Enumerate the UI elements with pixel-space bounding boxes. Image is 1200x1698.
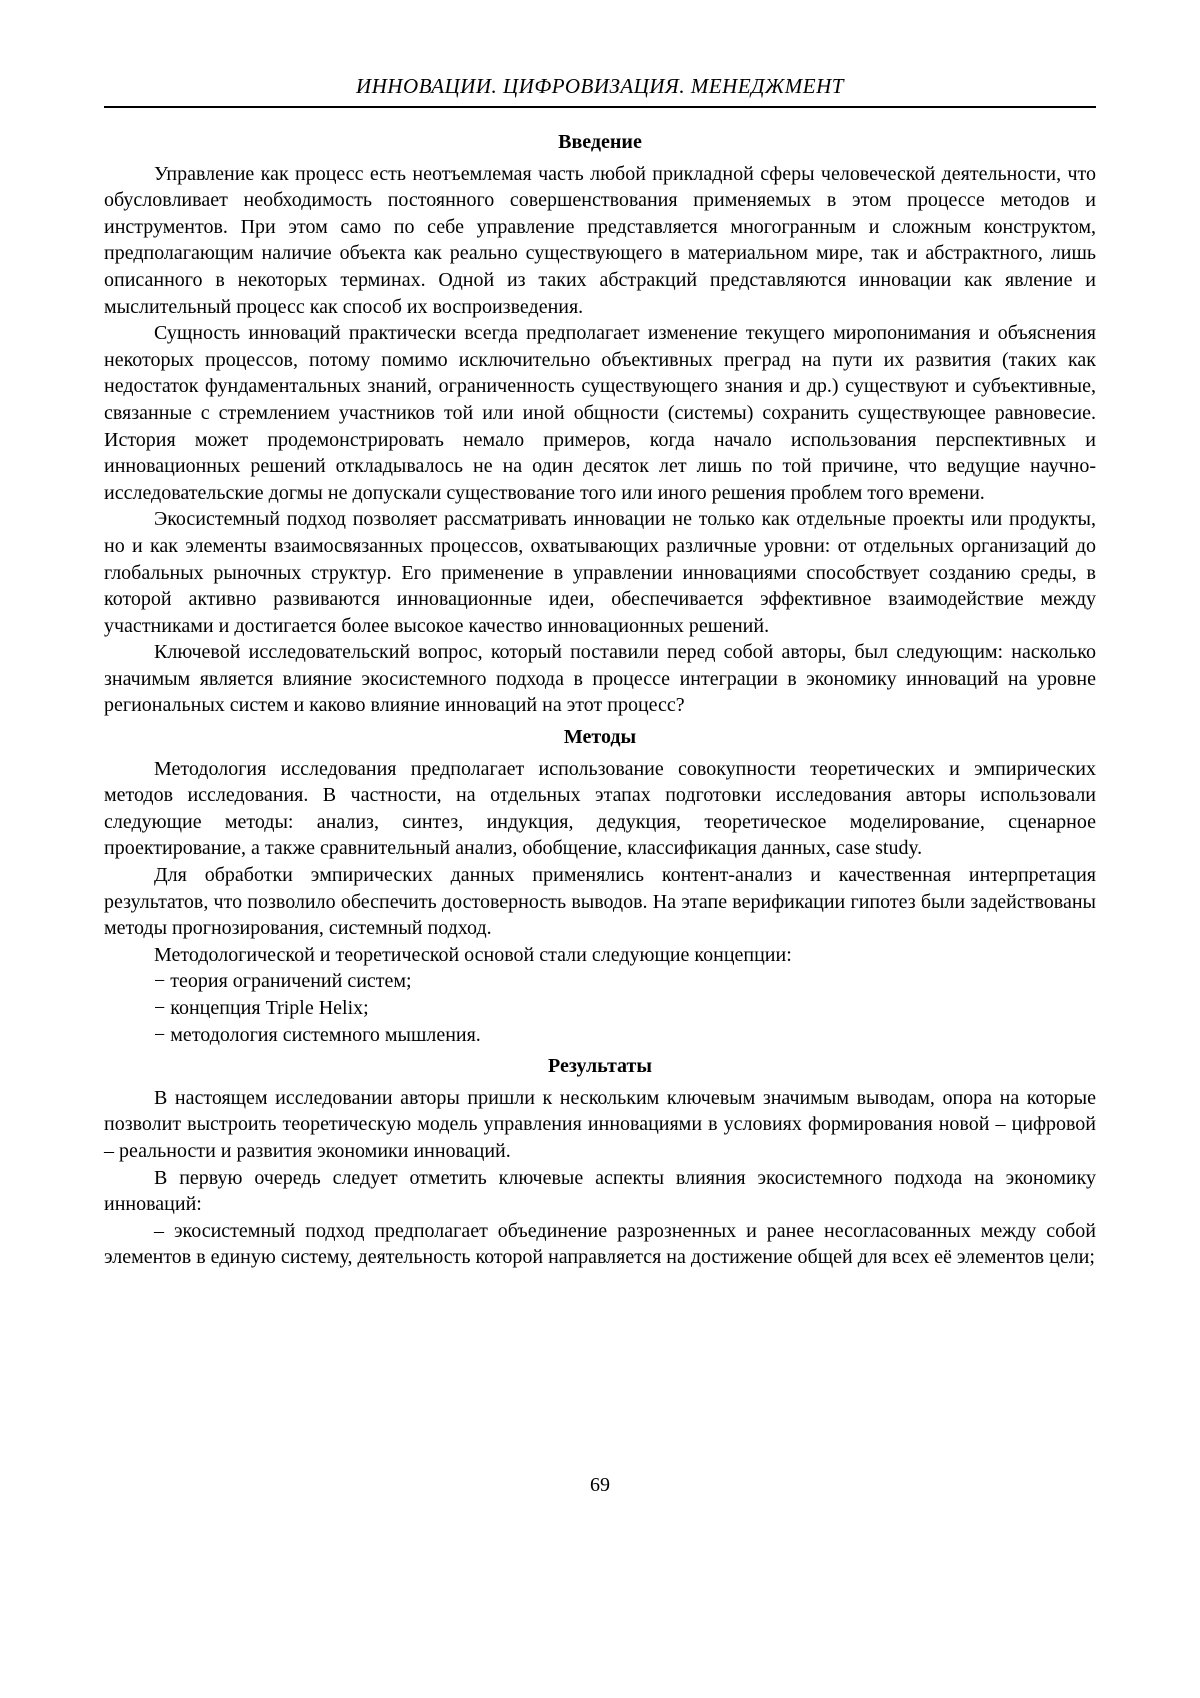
- section-heading-introduction: Введение: [558, 131, 642, 153]
- journal-header-title: ИННОВАЦИИ. ЦИФРОВИЗАЦИЯ. МЕНЕДЖМЕНТ: [356, 74, 844, 98]
- section-heading-methods: Методы: [563, 726, 637, 749]
- intro-paragraph-1: Управление как процесс есть неотъемлемая часть любой прикладной сферы человеческой деятельности, что обусловливает необходимость постоянного совершенствования применяемых в этом процессе методов и инструментов. При этом само по себе управление представляется многогранным и сложным конструктом, предполагающим наличие объекта как реально существующего в материальном мире, так и абстрактного, лишь описанного в некоторых терминах. Одной из таких абстракций представляются инновации как явление и мыслительный процесс как способ их воспроизведения.: [104, 162, 1096, 318]
- page-number: 69: [590, 1474, 610, 1496]
- results-paragraph-1: В настоящем исследовании авторы пришли к нескольким ключевым значимым выводам, опора на которые позволит выстроить теоретическую модель управления инновациями в условиях формирования новой – цифровой – реальности и развития экономики инноваций.: [104, 1086, 1096, 1162]
- results-list-item-1: – экосистемный подход предполагает объединение разрозненных и ранее несогласованных между собой элементов в единую систему, деятельность которой направляется на достижение общей для всех её элементов цели;: [104, 1219, 1096, 1269]
- intro-paragraph-4: Ключевой исследовательский вопрос, который поставили перед собой авторы, был следующим: насколько значимым является влияние экосистемного подхода в процессе интеграции в экономику инноваций на уровне региональных систем и каково влияние инноваций на этот процесс?: [104, 641, 1096, 717]
- methods-paragraph-3: Методологической и теоретической основой стали следующие концепции:: [154, 943, 792, 966]
- methods-paragraph-2: Для обработки эмпирических данных применялись контент-анализ и качественная интерпретация результатов, что позволило обеспечить достоверность выводов. На этапе верификации гипотез были задействованы методы прогнозирования, системный подход.: [104, 864, 1096, 940]
- page-footer: [0, 1474, 1200, 1497]
- results-paragraph-2: В первую очередь следует отметить ключевые аспекты влияния экосистемного подхода на экономику инноваций:: [104, 1166, 1096, 1216]
- article-body: [104, 124, 1096, 1271]
- running-header: [104, 74, 1096, 108]
- methods-list-item-1: − теория ограничений систем;: [154, 970, 412, 993]
- intro-paragraph-2: Сущность инноваций практически всегда предполагает изменение текущего миропонимания и объяснения некоторых процессов, потому помимо исключительно объективных преград на пути их развития (таких как недостаток фундаментальных знаний, ограниченность существующего знания и др.) существуют и субъективные, связанные с стремлением участников той или иной общности (системы) сохранить существующее равновесие. История может продемонстрировать немало примеров, когда начало использования перспективных и инновационных решений откладывалось не на один десяток лет лишь по той причине, что ведущие научно-исследовательские догмы не допускали существование того или иного решения проблем того времени.: [104, 322, 1096, 504]
- methods-list-item-2: − концепция Triple Helix;: [154, 997, 369, 1019]
- section-heading-results: Результаты: [548, 1055, 652, 1078]
- intro-paragraph-3: Экосистемный подход позволяет рассматривать инновации не только как отдельные проекты или продукты, но и как элементы взаимосвязанных процессов, охватывающих различные уровни: от отдельных организаций до глобальных рыночных структур. Его применение в управлении инновациями способствует созданию среды, в которой активно развиваются инновационные идеи, обеспечивается эффективное взаимодействие между участниками и достигается более высокое качество инновационных решений.: [104, 508, 1096, 637]
- methods-paragraph-1: Методология исследования предполагает использование совокупности теоретических и эмпирических методов исследования. В частности, на отдельных этапах подготовки исследования авторы использовали следующие методы: анализ, синтез, индукция, дедукция, теоретическое моделирование, сценарное проектирование, а также сравнительный анализ, обобщение, классификация данных, case study.: [104, 757, 1096, 860]
- methods-list-item-3: − методология системного мышления.: [154, 1023, 481, 1046]
